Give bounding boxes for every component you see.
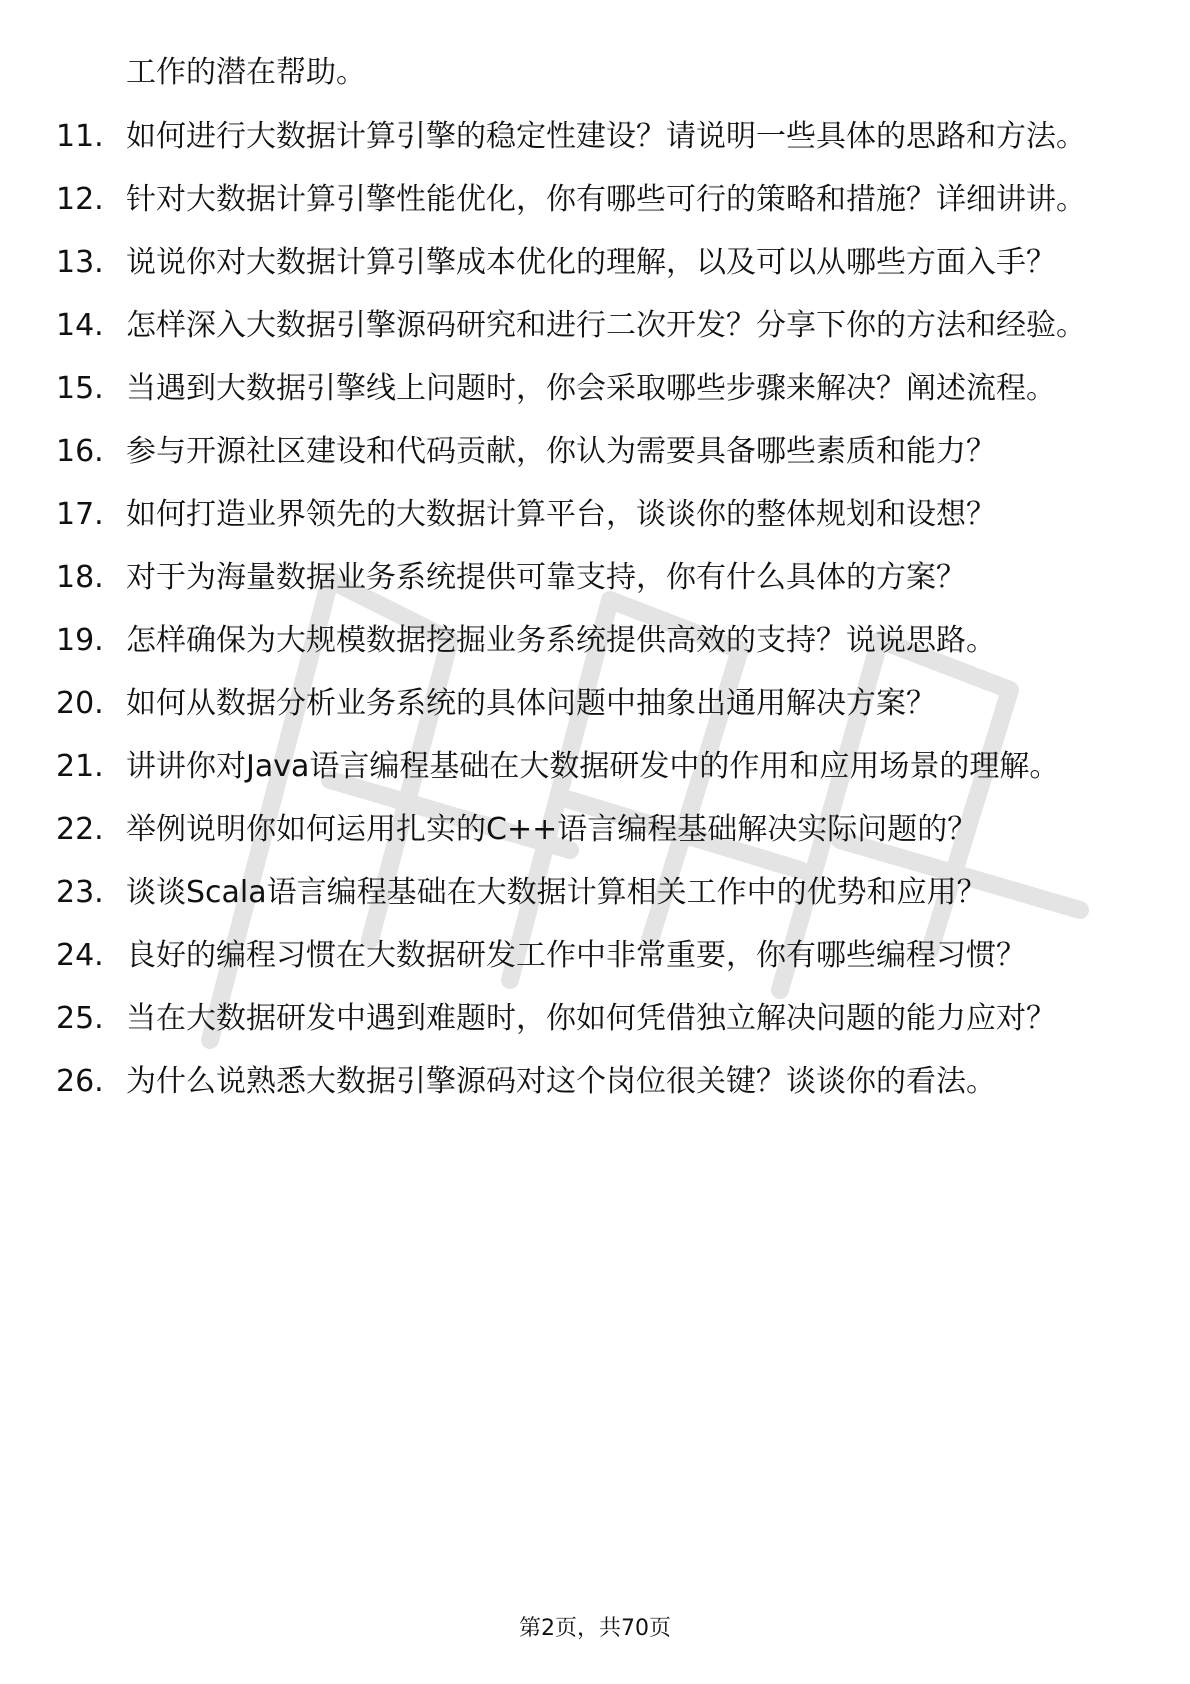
question-number: 16. bbox=[56, 434, 104, 469]
question-number: 21. bbox=[56, 749, 104, 784]
question-text: 讲讲你对Java语言编程基础在大数据研发中的作用和应用场景的理解。 bbox=[126, 749, 1060, 784]
question-number: 19. bbox=[56, 623, 104, 658]
question-number: 14. bbox=[56, 308, 104, 343]
question-number: 24. bbox=[56, 938, 104, 973]
question-item bbox=[0, 494, 1116, 536]
question-text: 为什么说熟悉大数据引擎源码对这个岗位很关键？谈谈你的看法。 bbox=[126, 1064, 996, 1099]
question-item bbox=[0, 872, 1116, 914]
question-text: 当在大数据研发中遇到难题时，你如何凭借独立解决问题的能力应对？ bbox=[126, 1001, 1056, 1036]
question-text: 谈谈Scala语言编程基础在大数据计算相关工作中的优势和应用？ bbox=[126, 875, 987, 910]
question-text: 如何从数据分析业务系统的具体问题中抽象出通用解决方案？ bbox=[126, 686, 936, 721]
question-item bbox=[0, 431, 1116, 473]
question-number: 25. bbox=[56, 1001, 104, 1036]
question-number: 17. bbox=[56, 497, 104, 532]
question-number: 15. bbox=[56, 371, 104, 406]
question-text: 举例说明你如何运用扎实的C++语言编程基础解决实际问题的？ bbox=[126, 812, 978, 847]
question-text: 如何打造业界领先的大数据计算平台，谈谈你的整体规划和设想？ bbox=[126, 497, 996, 532]
question-item bbox=[0, 557, 1116, 599]
question-text: 针对大数据计算引擎性能优化，你有哪些可行的策略和措施？详细讲讲。 bbox=[126, 182, 1086, 217]
question-item bbox=[0, 683, 1116, 725]
question-number: 26. bbox=[56, 1064, 104, 1099]
question-item bbox=[0, 620, 1116, 662]
question-number: 11. bbox=[56, 119, 104, 154]
question-item bbox=[0, 179, 1116, 221]
question-text: 当遇到大数据引擎线上问题时，你会采取哪些步骤来解决？阐述流程。 bbox=[126, 371, 1056, 406]
continuation-text: 工作的潜在帮助。 bbox=[126, 55, 366, 90]
question-item bbox=[0, 809, 1116, 851]
question-text: 参与开源社区建设和代码贡献，你认为需要具备哪些素质和能力？ bbox=[126, 434, 996, 469]
question-text: 怎样确保为大规模数据挖掘业务系统提供高效的支持？说说思路。 bbox=[126, 623, 996, 658]
question-text: 怎样深入大数据引擎源码研究和进行二次开发？分享下你的方法和经验。 bbox=[126, 308, 1086, 343]
question-item bbox=[0, 116, 1116, 158]
question-item bbox=[0, 746, 1116, 788]
question-item bbox=[0, 368, 1116, 410]
question-text: 说说你对大数据计算引擎成本优化的理解，以及可以从哪些方面入手？ bbox=[126, 245, 1056, 280]
question-number: 23. bbox=[56, 875, 104, 910]
question-text: 良好的编程习惯在大数据研发工作中非常重要，你有哪些编程习惯？ bbox=[126, 938, 1026, 973]
question-number: 20. bbox=[56, 686, 104, 721]
question-text: 如何进行大数据计算引擎的稳定性建设？请说明一些具体的思路和方法。 bbox=[126, 119, 1086, 154]
question-item bbox=[0, 935, 1116, 977]
question-item bbox=[0, 1061, 1116, 1103]
question-text: 对于为海量数据业务系统提供可靠支持，你有什么具体的方案？ bbox=[126, 560, 966, 595]
question-number: 18. bbox=[56, 560, 104, 595]
question-item bbox=[0, 998, 1116, 1040]
question-number: 22. bbox=[56, 812, 104, 847]
question-number: 12. bbox=[56, 182, 104, 217]
question-list bbox=[0, 116, 1190, 1124]
page-footer: 第2页，共70页 bbox=[519, 1616, 671, 1641]
question-item bbox=[0, 305, 1116, 347]
question-number: 13. bbox=[56, 245, 104, 280]
question-item bbox=[0, 242, 1116, 284]
